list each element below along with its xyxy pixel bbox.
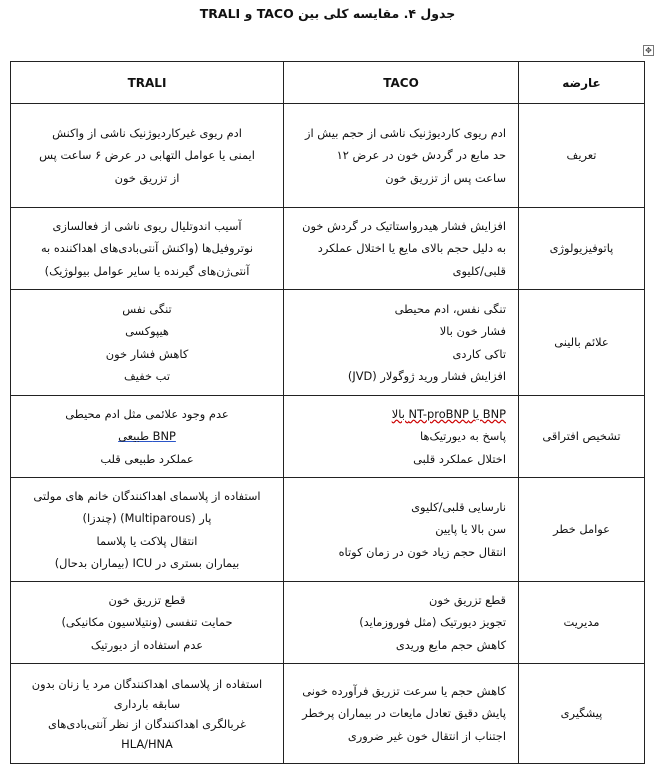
trali-risk-factors xyxy=(11,478,284,582)
text-line: ایمنی یا عوامل التهابی در عرض ۶ ساعت پس xyxy=(39,148,255,163)
text-line: تنگی نفس، ادم محیطی xyxy=(394,301,506,316)
text-line: آنتی‌ژن‌های گیرنده یا سایر عوامل بیولوژیک) xyxy=(44,263,250,278)
text-line: قلبی/کلیوی xyxy=(452,263,506,278)
text-line: پار (Multiparous) (چندزا) xyxy=(82,511,212,525)
taco-risk-factors xyxy=(284,478,519,582)
row-name-definition: تعریف xyxy=(519,104,645,208)
header-taco: TACO xyxy=(284,62,519,104)
text-line: کاهش حجم یا سرعت تزریق فرآورده خونی xyxy=(302,683,506,698)
text-line: قطع تزریق خون xyxy=(428,592,506,607)
trali-clinical-signs xyxy=(11,290,284,396)
table-row xyxy=(11,664,645,764)
text-line: ساعت پس از تزریق خون xyxy=(385,170,506,185)
taco-clinical-signs xyxy=(284,290,519,396)
text-line: قطع تزریق خون xyxy=(108,592,186,607)
text-line: اختلال عملکرد قلبی xyxy=(413,451,506,466)
table-row xyxy=(11,582,645,664)
row-name-differential-diagnosis: تشخیص افتراقی xyxy=(519,396,645,478)
text-line: اجتناب از انتقال خون غیر ضروری xyxy=(347,728,506,743)
header-complication: عارضه xyxy=(519,62,645,104)
text-line: انتقال پلاکت یا پلاسما xyxy=(96,533,198,548)
text-line: عملکرد طبیعی قلب xyxy=(100,451,194,466)
taco-pathophysiology xyxy=(284,208,519,290)
text-line: پایش دقیق تعادل مایعات در بیماران پرخطر xyxy=(302,706,506,721)
text-line: ادم ریوی کاردیوژنیک ناشی از حجم بیش از xyxy=(304,125,506,140)
text-line: از تزریق خون xyxy=(114,170,180,185)
trali-differential-diagnosis xyxy=(11,396,284,478)
text-line: کاهش فشار خون xyxy=(105,346,189,361)
text-line: تجویز دیورتیک (مثل فوروزماید) xyxy=(359,615,506,630)
table-move-handle-icon[interactable]: ✥ xyxy=(643,45,654,56)
trali-prevention xyxy=(11,664,284,764)
row-name-risk-factors: عوامل خطر xyxy=(519,478,645,582)
comparison-table xyxy=(10,61,645,764)
header-trali: TRALI xyxy=(11,62,284,104)
trali-management xyxy=(11,582,284,664)
text-line: تنگی نفس xyxy=(122,301,172,316)
text-line: BNP طبیعی xyxy=(118,429,176,444)
text-line: بیماران بستری در ICU (بیماران بدحال) xyxy=(54,556,240,570)
text-line: عدم وجود علائمی مثل ادم محیطی xyxy=(65,406,229,421)
table-row xyxy=(11,104,645,208)
text-line: تب خفیف xyxy=(123,369,170,383)
header-row xyxy=(11,62,645,104)
text-line: حد مایع در گردش خون در عرض ۱۲ xyxy=(336,148,506,163)
text-line: عدم استفاده از دیورتیک xyxy=(90,637,204,652)
text-line: استفاده از پلاسمای اهداکنندگان مرد یا زنان بدون xyxy=(31,676,263,691)
taco-definition xyxy=(284,104,519,208)
trali-pathophysiology xyxy=(11,208,284,290)
row-name-management: مدیریت xyxy=(519,582,645,664)
text-line: کاهش حجم مایع وریدی xyxy=(395,637,506,652)
table-row xyxy=(11,478,645,582)
row-name-prevention: پیشگیری xyxy=(519,664,645,764)
text-line: ادم ریوی غیرکاردیوژنیک ناشی از واکنش xyxy=(52,125,242,140)
text-line: سابقه بارداری xyxy=(113,696,181,711)
text-line: BNP یا NT-proBNP بالا xyxy=(391,406,506,421)
text-line: استفاده از پلاسمای اهداکنندگان خانم های مولتی xyxy=(33,488,261,503)
row-name-clinical-signs: علائم بالینی xyxy=(519,290,645,396)
text-line: هیپوکسی xyxy=(125,324,169,338)
text-line: افزایش فشار هیدرواستاتیک در گردش خون xyxy=(302,218,506,233)
text-line: انتقال حجم زیاد خون در زمان کوتاه xyxy=(338,544,506,559)
text-line: به دلیل حجم بالای مایع یا اختلال عملکرد xyxy=(317,241,506,256)
table-row xyxy=(11,290,645,396)
text-line: HLA/HNA xyxy=(121,736,173,751)
text-line: نوتروفیل‌ها (واکنش آنتی‌بادی‌های اهداکننده به xyxy=(40,241,254,256)
table-row xyxy=(11,396,645,478)
text-line: نارسایی قلبی/کلیوی xyxy=(411,499,506,514)
text-line: آسیب اندوتلیال ریوی ناشی از فعالسازی xyxy=(52,218,242,233)
text-line: فشار خون بالا xyxy=(439,324,506,338)
text-line: سن بالا یا پایین xyxy=(435,522,506,537)
taco-management xyxy=(284,582,519,664)
table-row xyxy=(11,208,645,290)
text-line: حمایت تنفسی (ونتیلاسیون مکانیکی) xyxy=(61,615,233,630)
text-line: پاسخ به دیورتیک‌ها xyxy=(420,429,506,444)
taco-differential-diagnosis xyxy=(284,396,519,478)
row-name-pathophysiology: پاتوفیزیولوژی xyxy=(519,208,645,290)
text-line: افزایش فشار ورید ژوگولار (JVD) xyxy=(347,369,506,383)
table-caption: جدول ۴. مقایسه کلی بین TACO و TRALI xyxy=(199,6,456,21)
trali-definition xyxy=(11,104,284,208)
taco-prevention xyxy=(284,664,519,764)
text-line: غربالگری اهداکنندگان از نظر آنتی‌بادی‌های xyxy=(48,716,246,731)
text-line: تاکی کاردی xyxy=(452,346,506,361)
